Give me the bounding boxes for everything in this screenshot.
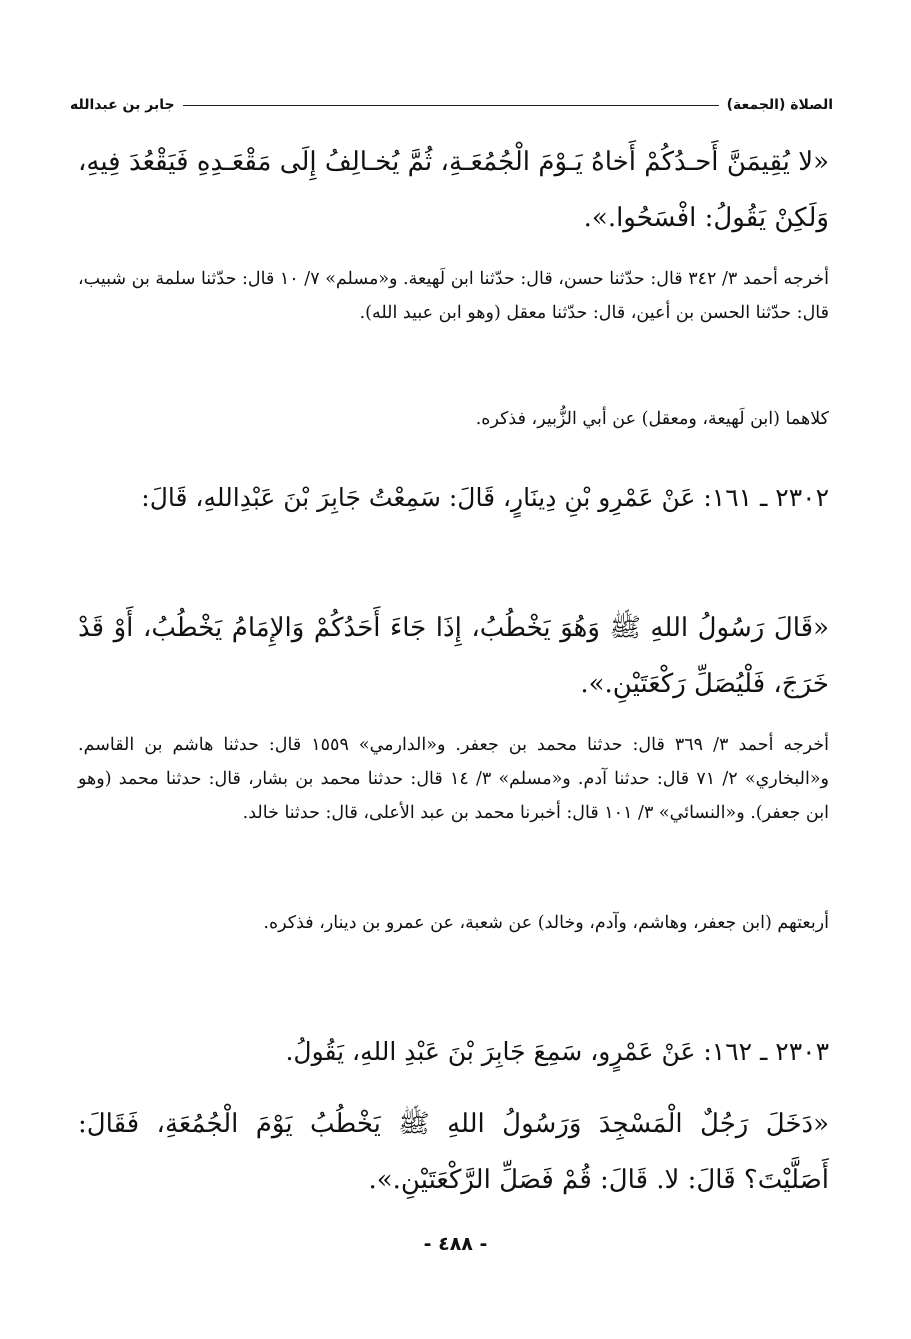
header-narrator: جابر بن عبدالله [70,97,175,113]
hadith-2301-text: «لا يُقِيمَنَّ أَحـدُكُمْ أَخاهُ يَـوْمَ الْجُمُعَـةِ، ثُمَّ يُخـالِفُ إِلَى مَقْعَـدِهِ فَيَقْعُدَ فِيهِ، وَلَكِنْ يَقُولُ: افْسَحُوا.». [78,147,829,233]
hadith-2302-source: أخرجه أحمد ٣/ ٣٦٩ قال: حدثنا محمد بن جعفر. و«الدارمي» ١٥٥٩ قال: حدثنا هاشم بن القاسم. و«البخاري» ٢/ ٧١ قال: حدثنا آدم. و«مسلم» ٣/ ١٤ قال: حدثنا محمد بن بشار، قال: حدثنا محمد (وهو ابن جعفر). و«النسائي» ٣/ ١٠١ قال: أخبرنا محمد بن عبد الأعلى، قال: حدثنا خالد. [78,735,829,823]
header-rule [183,105,719,106]
hadith-2302-heading: ٢٣٠٢ ـ ١٦١: عَنْ عَمْرِو بْنِ دِينَارٍ، قَالَ: سَمِعْتُ جَابِرَ بْنَ عَبْدِاللهِ، قَالَ: [141,483,829,512]
hadith-2301-summary: كلاهما (ابن لَهيعة، ومعقل) عن أبي الزُّبير، فذكره. [475,409,829,429]
hadith-2301-source: أخرجه أحمد ٣/ ٣٤٢ قال: حدّثنا حسن، قال: حدّثنا ابن لَهيعة. و«مسلم» ٧/ ١٠ قال: حدّثنا سلمة بن شبيب، قال: حدّثنا الحسن بن أعين، قال: حدّثنا معقل (وهو ابن عبيد الله). [78,269,829,323]
hadith-2303-text: «دَخَلَ رَجُلٌ الْمَسْجِدَ وَرَسُولُ اللهِ ﷺ يَخْطُبُ يَوْمَ الْجُمُعَةِ، فَقَالَ: أَصَلَّيْتَ؟ قَالَ: لا. قَالَ: قُمْ فَصَلِّ الرَّكْعَتَيْنِ.». [78,1109,829,1195]
hadith-2302-text: «قَالَ رَسُولُ اللهِ ﷺ وَهُوَ يَخْطُبُ، إِذَا جَاءَ أَحَدُكُمْ وَالإِمَامُ يَخْطُبُ، أَوْ قَدْ خَرَجَ، فَلْيُصَلِّ رَكْعَتَيْنِ.». [78,613,829,699]
page-number: - ٤٨٨ - [423,1233,488,1255]
running-header [70,92,833,118]
header-chapter: الصلاة (الجمعة) [726,97,833,113]
hadith-2303-heading: ٢٣٠٣ ـ ١٦٢: عَنْ عَمْرٍو، سَمِعَ جَابِرَ بْنَ عَبْدِ اللهِ، يَقُولُ. [285,1037,829,1066]
hadith-2302-summary: أربعتهم (ابن جعفر، وهاشم، وآدم، وخالد) عن شعبة، عن عمرو بن دينار، فذكره. [263,913,829,933]
